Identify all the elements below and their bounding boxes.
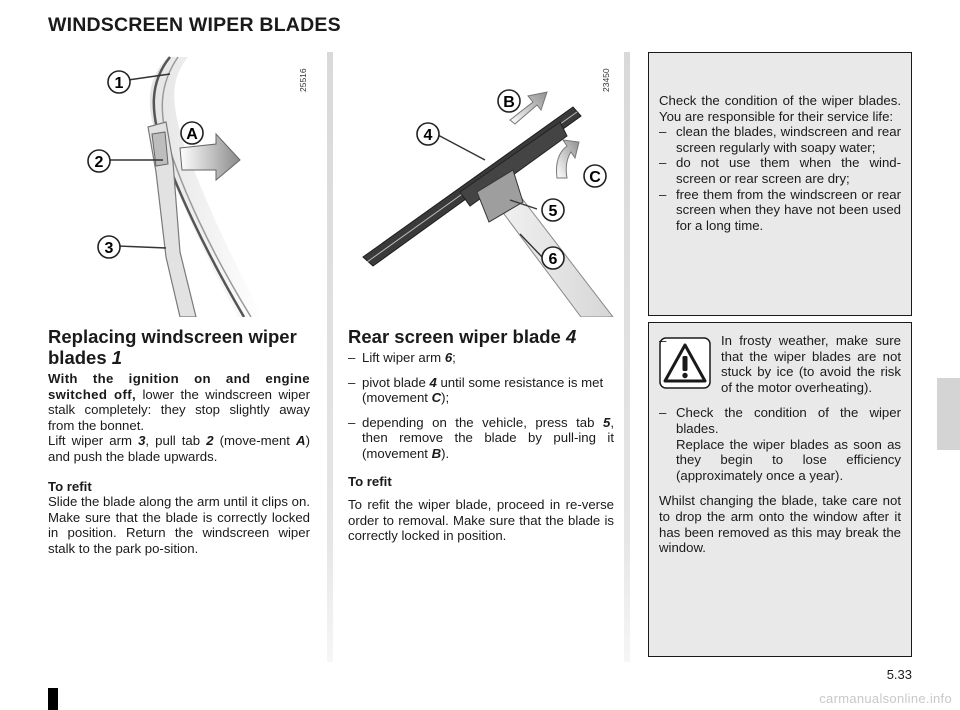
intro-paragraph: With the ignition on and engine switched off, lower the windscreen wiper stalk completely: they stop slightly away from the bonnet. bbox=[48, 371, 310, 433]
refit-text-middle: To refit the wiper blade, proceed in re-verse order to removal. Make sure that the blade is correctly locked in position. bbox=[348, 497, 614, 544]
rear-wiper-illustration bbox=[345, 52, 617, 317]
svg-text:6: 6 bbox=[548, 251, 558, 268]
service-life-item: – clean the blades, windscreen and rear screen regularly with soapy water; bbox=[659, 124, 901, 155]
windscreen-wiper-illustration bbox=[48, 52, 318, 317]
warning-item-frost: – In frosty weather, make sure that the wiper blades are not stuck by ice (to avoid the risk of the motor overheating). bbox=[659, 333, 901, 395]
service-life-box bbox=[648, 52, 912, 316]
step-item: – pivot blade 4 until some resistance is met (movement C); bbox=[348, 375, 614, 406]
callout-2 bbox=[88, 150, 110, 172]
figure-ref-left: 25516 bbox=[298, 68, 308, 92]
replacing-body bbox=[48, 371, 310, 557]
refit-text-left: Slide the blade along the arm until it clips on. Make sure that the blade is correctly locked in position. Return the windscreen wiper stalk to the park po-sition. bbox=[48, 494, 310, 556]
lift-paragraph: Lift wiper arm 3, pull tab 2 (move-ment A) and push the blade upwards. bbox=[48, 433, 310, 464]
callout-1 bbox=[108, 71, 130, 93]
service-life-item: – free them from the windscreen or rear screen when they have not been used for a long time. bbox=[659, 187, 901, 234]
svg-text:C: C bbox=[589, 169, 601, 186]
page-number: 5.33 bbox=[886, 667, 912, 682]
warning-box bbox=[648, 322, 912, 657]
svg-text:B: B bbox=[503, 94, 515, 111]
warning-item-check: – Check the condition of the wiper blades. Replace the wiper blades as soon as they begin to lose efficiency (approximately once a year). bbox=[659, 405, 901, 483]
svg-text:3: 3 bbox=[104, 240, 114, 257]
step-item: – depending on the vehicle, press tab 5, then remove the blade by pull-ing it (movement B). bbox=[348, 415, 614, 462]
figure-ref-right: 23450 bbox=[601, 68, 611, 92]
leader-line-4 bbox=[438, 135, 485, 160]
windscreen-wiper-figure bbox=[48, 52, 318, 317]
column-divider-right bbox=[624, 52, 630, 662]
refit-heading-left: To refit bbox=[48, 478, 92, 494]
callout-b bbox=[498, 90, 520, 112]
callout-6 bbox=[542, 247, 564, 269]
warning-text bbox=[659, 333, 901, 556]
rear-wiper-heading: Rear screen wiper blade 4 bbox=[348, 326, 577, 347]
rear-wiper-body bbox=[348, 350, 614, 544]
rear-wiper-steps bbox=[348, 350, 614, 462]
watermark: carmanualsonline.info bbox=[819, 691, 952, 706]
svg-text:4: 4 bbox=[423, 127, 433, 144]
callout-4 bbox=[417, 123, 439, 145]
warning-list bbox=[659, 405, 901, 483]
svg-text:2: 2 bbox=[94, 154, 104, 171]
service-life-text bbox=[659, 93, 901, 233]
service-life-item: – do not use them when the wind-screen or rear screen are dry; bbox=[659, 155, 901, 186]
step-item: – Lift wiper arm 6; bbox=[348, 350, 614, 366]
service-life-intro: Check the condition of the wiper blades. You are responsible for their service life: bbox=[659, 93, 901, 124]
callout-3 bbox=[98, 236, 120, 258]
callout-a bbox=[181, 122, 203, 144]
replacing-heading: Replacing windscreen wiper blades 1 bbox=[48, 326, 297, 368]
svg-text:5: 5 bbox=[548, 203, 558, 220]
callout-c bbox=[584, 165, 606, 187]
chapter-tab bbox=[937, 378, 960, 450]
rear-wiper-figure bbox=[345, 52, 617, 317]
column-divider-left bbox=[327, 52, 333, 662]
page-corner-mark bbox=[48, 688, 58, 710]
callout-5 bbox=[542, 199, 564, 221]
svg-text:A: A bbox=[186, 126, 198, 143]
refit-heading-middle: To refit bbox=[348, 473, 392, 489]
page-title: WINDSCREEN WIPER BLADES bbox=[48, 14, 341, 36]
warning-closing: Whilst changing the blade, take care not to drop the arm onto the window after it has been removed as this may break the window. bbox=[659, 493, 901, 556]
service-life-list bbox=[659, 124, 901, 233]
leader-line-3 bbox=[118, 246, 166, 248]
svg-text:1: 1 bbox=[114, 75, 124, 92]
movement-c-arrow bbox=[556, 140, 579, 178]
